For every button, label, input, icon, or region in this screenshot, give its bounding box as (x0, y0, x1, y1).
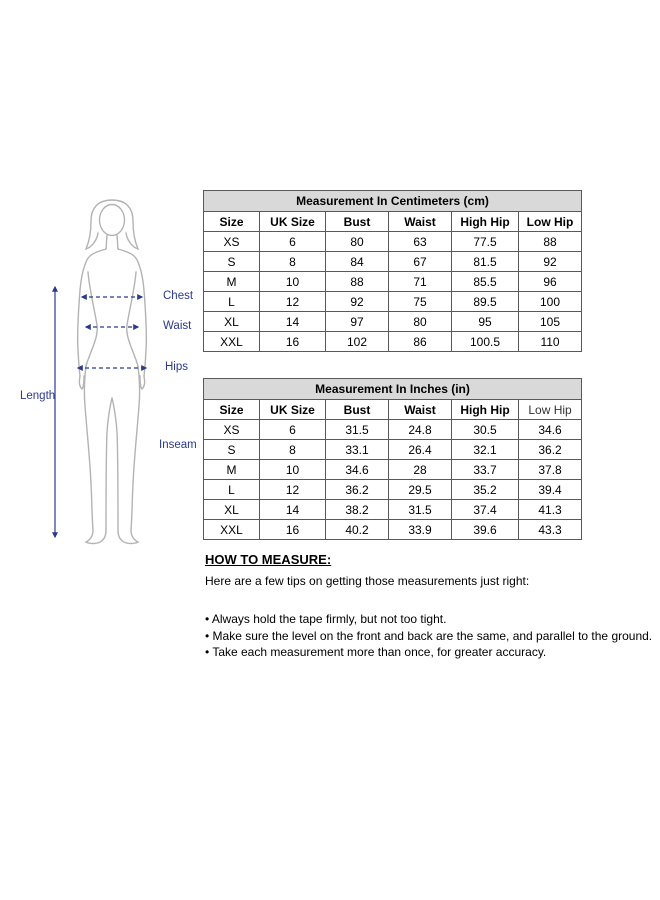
table-cell: 6 (260, 420, 326, 440)
table-cell: 39.6 (452, 520, 519, 540)
table-cell: 80 (326, 232, 389, 252)
table-row (204, 420, 582, 440)
table-row (204, 272, 582, 292)
table-cell: M (204, 272, 260, 292)
table-cell: 32.1 (452, 440, 519, 460)
table-title-row (204, 191, 582, 212)
table-cell: 80 (389, 312, 452, 332)
table-cell: 36.2 (519, 440, 582, 460)
table-row (204, 520, 582, 540)
table-cell: 67 (389, 252, 452, 272)
table-cell: L (204, 292, 260, 312)
cm-table-title: Measurement In Centimeters (cm) (204, 191, 582, 212)
table-cell: M (204, 460, 260, 480)
inches-table-head (204, 379, 582, 420)
table-cell: 105 (519, 312, 582, 332)
figure-outline (78, 200, 147, 544)
table-cell: S (204, 440, 260, 460)
cm-table-body (204, 232, 582, 352)
table-cell: XL (204, 500, 260, 520)
tip-item: • Take each measurement more than once, for greater accuracy. (205, 645, 547, 659)
table-cell: 39.4 (519, 480, 582, 500)
table-cell: 41.3 (519, 500, 582, 520)
cm-size-table (203, 190, 582, 352)
table-row (204, 440, 582, 460)
table-cell: XS (204, 420, 260, 440)
table-cell: 12 (260, 292, 326, 312)
table-cell: 26.4 (389, 440, 452, 460)
table-cell: 36.2 (326, 480, 389, 500)
waist-label: Waist (163, 320, 192, 332)
table-title-row (204, 379, 582, 400)
column-header: Low Hip (519, 212, 582, 232)
table-cell: XS (204, 232, 260, 252)
table-cell: 110 (519, 332, 582, 352)
table-cell: XL (204, 312, 260, 332)
table-cell: 37.8 (519, 460, 582, 480)
table-cell: 31.5 (389, 500, 452, 520)
header-row (204, 212, 582, 232)
tip-item: • Make sure the level on the front and back are the same, and parallel to the ground. (205, 628, 653, 643)
table-cell: 12 (260, 480, 326, 500)
table-cell: 95 (452, 312, 519, 332)
table-cell: 92 (326, 292, 389, 312)
table-cell: 24.8 (389, 420, 452, 440)
table-cell: 33.9 (389, 520, 452, 540)
table-cell: 88 (519, 232, 582, 252)
column-header: UK Size (260, 400, 326, 420)
table-row (204, 480, 582, 500)
table-cell: 37.4 (452, 500, 519, 520)
table-cell: 43.3 (519, 520, 582, 540)
table-cell: 102 (326, 332, 389, 352)
table-cell: 97 (326, 312, 389, 332)
column-header: Low Hip (519, 400, 582, 420)
inches-table-title: Measurement In Inches (in) (204, 379, 582, 400)
table-cell: 8 (260, 252, 326, 272)
table-cell: 31.5 (326, 420, 389, 440)
table-cell: 71 (389, 272, 452, 292)
table-row (204, 460, 582, 480)
column-header: UK Size (260, 212, 326, 232)
table-cell: 34.6 (326, 460, 389, 480)
table-cell: XXL (204, 520, 260, 540)
table-cell: S (204, 252, 260, 272)
table-cell: L (204, 480, 260, 500)
table-cell: 92 (519, 252, 582, 272)
table-cell: 16 (260, 332, 326, 352)
tip-item: • Always hold the tape firmly, but not too tight. (205, 612, 447, 626)
column-header: Waist (389, 212, 452, 232)
how-to-measure-section (205, 552, 657, 661)
chest-label: Chest (163, 290, 194, 302)
how-to-heading: HOW TO MEASURE: (205, 552, 332, 567)
column-header: Size (204, 212, 260, 232)
tips-list (205, 611, 657, 661)
table-cell: 34.6 (519, 420, 582, 440)
table-cell: 81.5 (452, 252, 519, 272)
table-cell: 96 (519, 272, 582, 292)
column-header: Waist (389, 400, 452, 420)
cm-table-head (204, 191, 582, 232)
table-cell: 84 (326, 252, 389, 272)
table-cell: 75 (389, 292, 452, 312)
table-row (204, 312, 582, 332)
table-cell: 28 (389, 460, 452, 480)
table-cell: 38.2 (326, 500, 389, 520)
column-header: High Hip (452, 212, 519, 232)
table-cell: 30.5 (452, 420, 519, 440)
table-row (204, 232, 582, 252)
table-cell: 16 (260, 520, 326, 540)
table-cell: 86 (389, 332, 452, 352)
table-cell: 33.7 (452, 460, 519, 480)
table-row (204, 332, 582, 352)
table-cell: 33.1 (326, 440, 389, 460)
table-cell: 35.2 (452, 480, 519, 500)
table-cell: 89.5 (452, 292, 519, 312)
inches-table-body (204, 420, 582, 540)
column-header: High Hip (452, 400, 519, 420)
header-row (204, 400, 582, 420)
table-cell: 88 (326, 272, 389, 292)
column-header: Size (204, 400, 260, 420)
table-row (204, 500, 582, 520)
inseam-label: Inseam (159, 439, 197, 451)
table-cell: 100 (519, 292, 582, 312)
table-cell: 14 (260, 500, 326, 520)
table-cell: 77.5 (452, 232, 519, 252)
column-header: Bust (326, 400, 389, 420)
table-cell: 10 (260, 460, 326, 480)
table-cell: 40.2 (326, 520, 389, 540)
column-header: Bust (326, 212, 389, 232)
table-row (204, 252, 582, 272)
table-cell: 63 (389, 232, 452, 252)
table-cell: 8 (260, 440, 326, 460)
measurement-figure (18, 192, 218, 552)
table-cell: XXL (204, 332, 260, 352)
how-to-intro: Here are a few tips on getting those measurements just right: (205, 574, 530, 588)
table-cell: 29.5 (389, 480, 452, 500)
table-row (204, 292, 582, 312)
length-label: Length (20, 390, 56, 402)
table-cell: 100.5 (452, 332, 519, 352)
table-cell: 14 (260, 312, 326, 332)
hips-label: Hips (165, 361, 189, 373)
table-cell: 10 (260, 272, 326, 292)
inches-size-table (203, 378, 582, 540)
table-cell: 6 (260, 232, 326, 252)
table-cell: 85.5 (452, 272, 519, 292)
